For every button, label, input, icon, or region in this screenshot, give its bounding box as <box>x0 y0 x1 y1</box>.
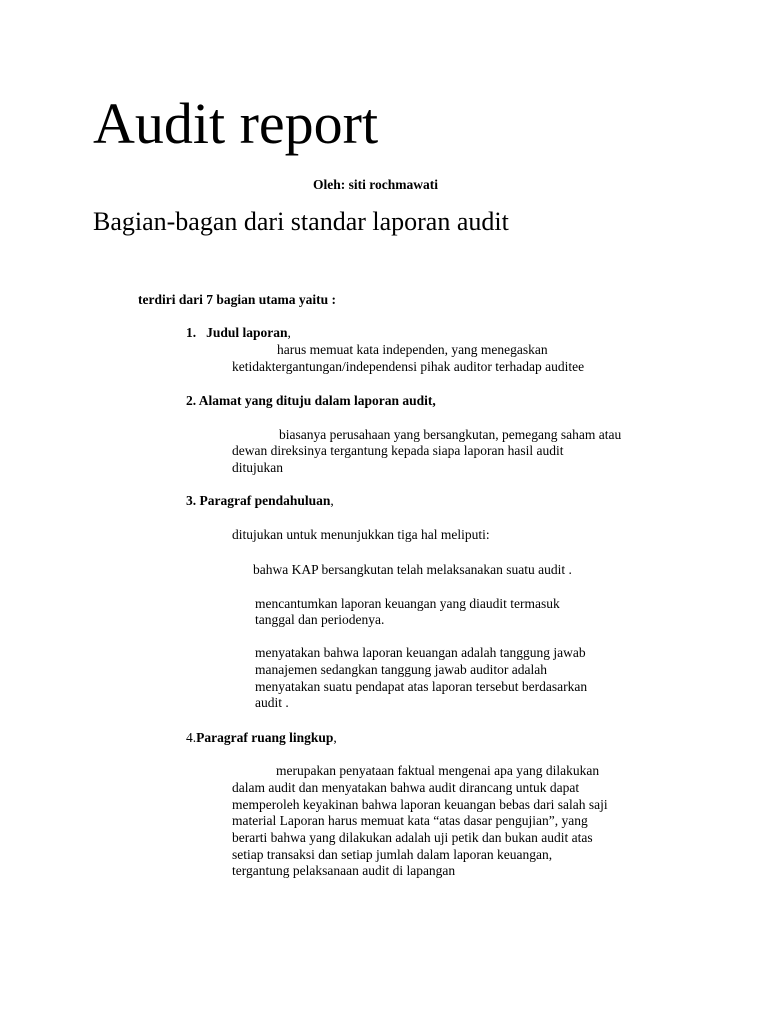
section-1-punct: , <box>287 325 291 340</box>
section-4-line: setiap transaksi dan setiap jumlah dalam laporan keuangan, <box>232 847 553 862</box>
intro-text: terdiri dari 7 bagian utama yaitu : <box>138 292 336 307</box>
bullet-line: menyatakan bahwa laporan keuangan adalah tanggung jawab <box>255 645 586 660</box>
document-title: Audit report <box>93 91 379 156</box>
section-4-number: 4. <box>186 730 197 745</box>
section-2-line: ditujukan <box>232 460 283 475</box>
section-1-number: 1. <box>186 325 197 340</box>
section-4-line: berarti bahwa yang dilakukan adalah uji petik dan bukan audit atas <box>232 830 593 845</box>
section-3-heading <box>186 492 334 509</box>
section-2-heading: 2. Alamat yang dituju dalam laporan audit, <box>186 393 436 408</box>
bullet-line: manajemen sedangkan tanggung jawab auditor adalah <box>255 662 548 677</box>
section-4-line: memperoleh keyakinan bahwa laporan keuangan bebas dari salah saji <box>232 797 608 812</box>
section-1-heading <box>186 324 291 341</box>
bullet-line: audit . <box>255 695 289 710</box>
section-1-line: ketidaktergantungan/independensi pihak auditor terhadap auditee <box>232 359 585 374</box>
section-4-line: merupakan penyataan faktual mengenai apa yang dilakukan <box>276 763 600 778</box>
section-4-line: dalam audit dan menyatakan bahwa audit dirancang untuk dapat <box>232 780 580 795</box>
section-4-line: tergantung pelaksanaan audit di lapangan <box>232 863 456 878</box>
section-3-intro: ditujukan untuk menunjukkan tiga hal meliputi: <box>232 527 490 542</box>
section-4-title: Paragraf ruang lingkup <box>196 730 334 745</box>
bullet-line: menyatakan suatu pendapat atas laporan tersebut berdasarkan <box>255 679 588 694</box>
section-heading: Bagian-bagan dari standar laporan audit <box>93 207 509 236</box>
bullet-line: bahwa KAP bersangkutan telah melaksanakan suatu audit . <box>253 562 572 577</box>
bullet-line: mencantumkan laporan keuangan yang diaudit termasuk <box>255 596 560 611</box>
section-1-title: Judul laporan <box>206 325 288 340</box>
section-4-punct: , <box>333 730 337 745</box>
section-4-line: material Laporan harus memuat kata “atas dasar pengujian”, yang <box>232 813 588 828</box>
section-1-line: harus memuat kata independen, yang menegaskan <box>277 342 548 357</box>
section-2-line: biasanya perusahaan yang bersangkutan, pemegang saham atau <box>279 427 622 442</box>
section-4-heading <box>186 729 337 746</box>
section-2-line: dewan direksinya tergantung kepada siapa laporan hasil audit <box>232 443 564 458</box>
section-3-title: 3. Paragraf pendahuluan <box>186 493 331 508</box>
author-line: Oleh: siti rochmawati <box>313 177 438 192</box>
bullet-line: tanggal dan periodenya. <box>255 612 385 627</box>
section-3-punct: , <box>330 493 334 508</box>
